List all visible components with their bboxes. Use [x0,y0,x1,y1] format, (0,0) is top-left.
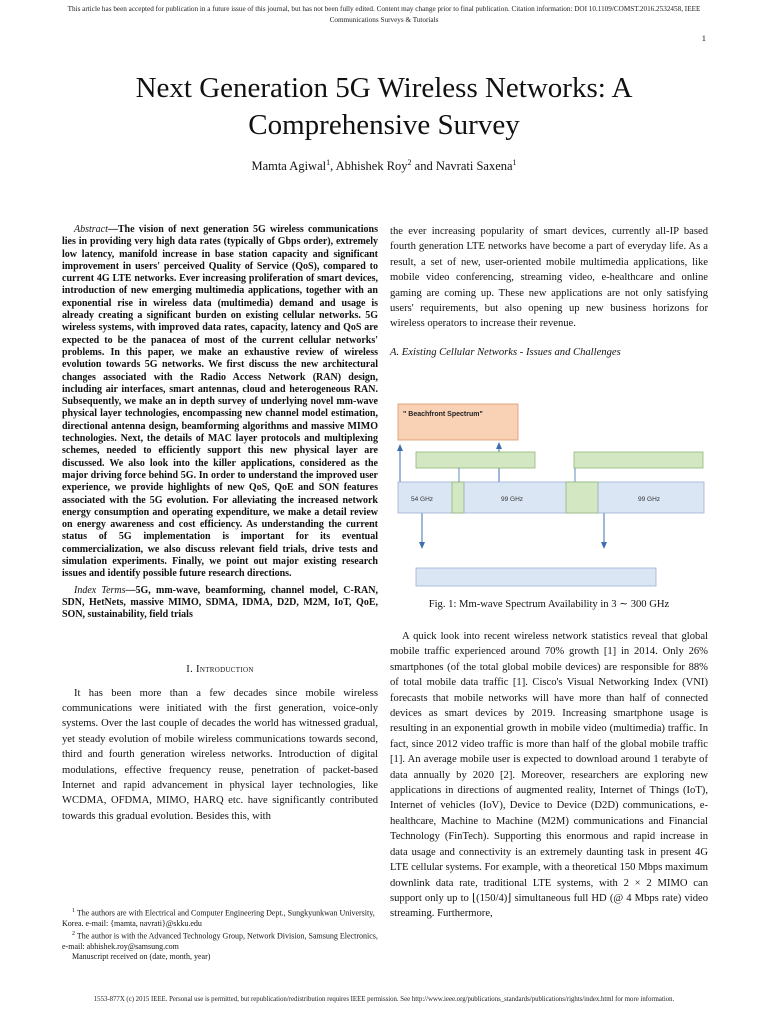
manuscript-note: Manuscript received on (date, month, year) [72,952,211,962]
page-number: 1 [701,33,706,43]
journal-line: Communications Surveys & Tutorials [329,16,439,24]
title-line-1: Next Generation 5G Wireless Networks: A [135,72,633,104]
arrowhead-icon [601,542,607,549]
upper-green-bar-right [574,452,703,468]
author-affiliation: 1 [326,158,331,167]
notice-line: This article has been accepted for publication in a future issue of this journal, but has not been fully edited. Content may change prior to final publication. Citation information: DOI 10.1109/COMST.2016.2532458, IEEE [67,5,701,13]
abstract [62,224,378,581]
author-affiliation: 1 [512,158,517,167]
right-column [390,224,708,359]
subsection-heading: A. Existing Cellular Networks - Issues and Challenges [390,346,621,358]
index-terms-label: Index Terms [74,584,126,596]
intro-paragraph: It has been more than a few decades since mobile wireless communications were initiated with the first generation, voice-only systems. Over the last couple of decades the world has witnessed gradual, yet steady evolution of mobile wireless communications towards second, third and fourth generation wireless networks. Introduction of digital modulations, effective frequency reuse, penetration of packet-based Internet and rapid advancement in physical layer technologies, like WCDMA, OFDMA, MIMO, HARQ etc. have significantly contributed towards this gradual evolution. Besides this, with [62,687,378,822]
spectrum-figure [395,398,707,590]
spectrum-gap-2 [566,482,598,513]
band-label-2: 99 GHz [501,496,524,503]
band-label-3: 99 GHz [638,496,661,503]
index-terms [62,585,378,622]
figure-caption: Fig. 1: Mm-wave Spectrum Availability in 3 ∼ 300 GHz [428,599,670,610]
beachfront-box [398,404,518,440]
author-name: Abhishek Roy [335,159,408,174]
section-heading [62,663,378,676]
continued-paragraph: the ever increasing popularity of smart devices, currently all-IP based fourth generation LTE networks have become a part of everyday life. As a result, a set of new, user-oriented mobile multimedia applications, like mobile video conferencing, streaming video, e-healthcare and online gaming are coming up. These new applications are not only satisfying users' requirements, but also opening up new business horizons for wireless operators to increase their revenue. [390,226,708,330]
footnotes [62,906,378,962]
section-numeral: I. [186,663,194,675]
author-list [60,158,708,174]
arrowhead-icon [397,444,403,451]
author-name: Mamta Agiwal [251,159,327,174]
arrowhead-icon [496,442,502,449]
lower-blue-bar [416,568,656,586]
left-column [62,224,378,824]
author-affiliation: 2 [407,158,412,167]
section-title: Introduction [196,663,254,675]
footnote-mark: 2 [72,931,75,938]
footnote-mark: 1 [72,908,75,914]
arrowhead-icon [419,542,425,549]
author-separator: , [330,159,336,174]
author-name: Navrati Saxena [435,159,513,174]
footnote-1 [62,906,378,929]
title-line-2: Comprehensive Survey [248,109,520,141]
upper-green-bar-left [416,452,535,468]
paper-title [60,70,708,144]
copyright-footer: 1553-877X (c) 2015 IEEE. Personal use is permitted, but republication/redistribution requires IEEE permission. See http://www.ieee.org/publications_standards/publications/rights/index.html for more information. [93,996,675,1003]
band-label-1: 54 GHz [411,496,434,503]
author-separator: and [411,159,436,174]
footnote-2 [62,929,378,952]
footnote-text: The authors are with Electrical and Computer Engineering Dept., Sungkyunkwan University, Korea. e-mail: {mamta, navrati}@skku.edu [62,908,375,928]
abstract-text: —The vision of next generation 5G wireless communications lies in providing very high data rates (typically of Gbps order), extremely low latency, manifold increase in base station capacity and significant improvement in users' perceived Quality of Service (QoS), compared to current 4G LTE networks. Ever increasing proliferation of smart devices, introduction of new emerging multimedia applications, together with an exponential rise in wireless data (multimedia) demand and usage is already creating a significant burden on existing cellular networks. 5G wireless systems, with improved data rates, capacity, latency and QoS are expected to be the panacea of most of the current cellular networks' problems. In this paper, we make an exhaustive review of wireless evolution towards 5G networks. We first discuss the new architectural changes associated with the Radio Access Network (RAN) design, including air interfaces, smart antennas, cloud and heterogeneous RAN. Subsequently, we make an in depth survey of underlying novel mm-wave physical layer technologies, encompassing new channel model estimation, directional antenna design, beamforming algorithms and massive MIMO technologies. Next, the details of MAC layer protocols and multiplexing schemes, needed to efficiently support this new physical layer are discussed. We also look into the killer applications, considered as the major driving force behind 5G. In order to understand the improved user experience, we provide highlights of new QoS, QoE and SON features associated with the 5G evolution. For alleviating the increased network energy consumption and operating expenditure, we make a detail review on energy awareness and cost efficiency. As understanding the current status of 5G implementation is important for its eventual commercialization, we also discuss relevant field trials, drive tests and simulation experiments. Finally, we point out major existing research issues and identify possible future research directions. [62,224,378,580]
abstract-label: Abstract [74,224,108,235]
footnote-text: The author is with the Advanced Technology Group, Network Division, Samsung Electronics, e-mail: abhishek.roy@samsung.com [62,931,378,951]
statistics-paragraph: A quick look into recent wireless network statistics reveal that global mobile traffic experienced around 70% growth [1] in 2014. Only 26% smartphones (of the total global mobile devices) are responsible for 88% of total mobile data traffic [1]. Cisco's Visual Networking Index (VNI) forecasts that mobile networks will have more than half of connected devices as smart devices by 2019. Increasing smartphone usage is resulting in an exponential growth in mobile video (multimedia) traffic. In fact, since 2012 video traffic is more than half of the global mobile traffic [1]. An average mobile user is expected to download around 1 terabyte of data annually by 2020 [2]. Moreover, researchers are exploring new applications in directions of augmented reality, Internet of Things (IoT), Internet of vehicles (IoV), Device to Device (D2D) communications, e-healthcare, Machine to Machine (M2M) communications and Financial Technology (FinTech). Supporting this enormous and rapid increase in data usage and connectivity is an extremely daunting task in present 4G LTE cellular systems. For example, with a theoretical 150 Mbps maximum downlink data rate, traditional LTE systems, with 2 × 2 MIMO can support only up to ⌊(150/4)⌋ simultaneous full HD (@ 4 Mbps rate) video streaming. Furthermore, [390,631,708,920]
index-terms-text: —5G, mm-wave, beamforming, channel model, C-RAN, SDN, HetNets, massive MIMO, SDMA, IDMA, D2D, M2M, IoT, QoE, SON, sustainability, field trials [62,584,378,621]
spectrum-gap-1 [452,482,464,513]
beachfront-label: " Beachfront Spectrum" [403,411,483,418]
publication-notice [0,4,768,26]
